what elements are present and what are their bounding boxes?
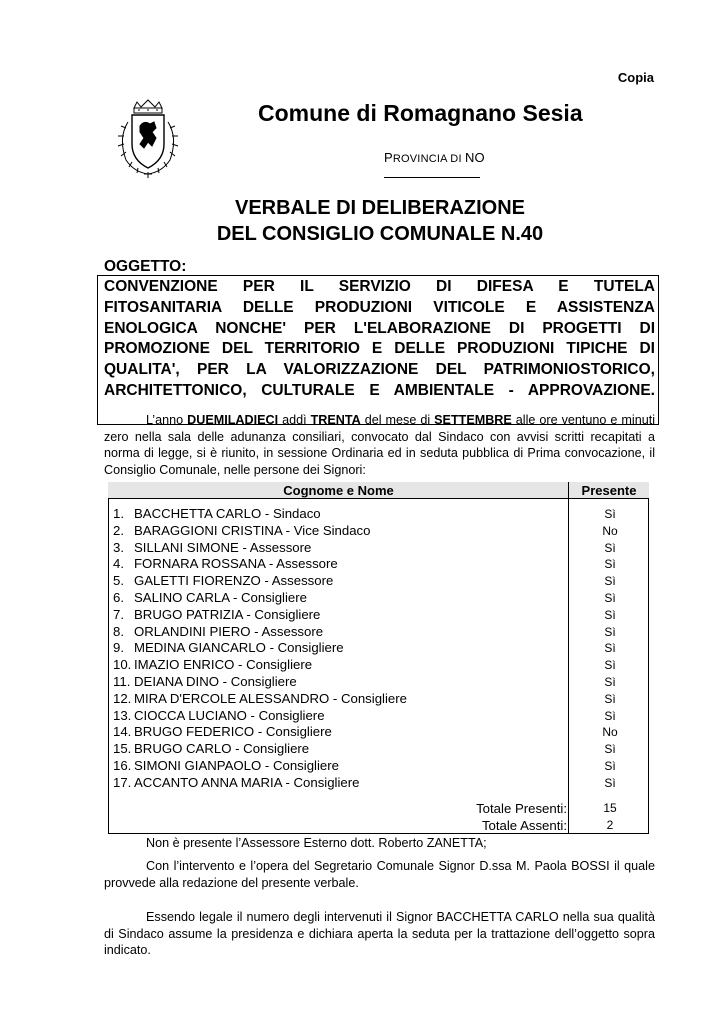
member-name: BARAGGIONI CRISTINA - Vice Sindaco <box>134 522 371 538</box>
column-header-present: Presente <box>581 483 637 498</box>
member-number: 6. <box>113 589 124 605</box>
member-number: 4. <box>113 556 124 572</box>
member-presence: Sì <box>604 607 616 622</box>
subject-text <box>104 277 655 402</box>
member-presence: Sì <box>604 758 616 773</box>
municipal-crest-icon <box>104 98 192 180</box>
table-row <box>113 540 407 557</box>
table-row <box>113 506 407 523</box>
member-name: CIOCCA LUCIANO - Consigliere <box>134 707 325 723</box>
province-underline <box>384 177 480 178</box>
member-name: DEIANA DINO - Consigliere <box>134 673 297 689</box>
member-number: 7. <box>113 606 124 622</box>
member-name: BRUGO PATRIZIA - Consigliere <box>134 606 321 622</box>
column-header-name: Cognome e Nome <box>283 483 394 498</box>
table-row <box>113 590 407 607</box>
total-absent-value: 2 <box>606 818 614 832</box>
member-name: BACCHETTA CARLO - Sindaco <box>134 506 321 521</box>
subject-line: ENOLOGICA NONCHE' PER L'ELABORAZIONE DI PROGETTI DI <box>104 319 655 337</box>
table-row <box>113 657 407 674</box>
table-row <box>113 691 407 708</box>
member-name: SALINO CARLA - Consigliere <box>134 589 307 605</box>
subject-label: OGGETTO: <box>104 258 187 275</box>
quorum-paragraph <box>104 909 655 959</box>
member-number: 9. <box>113 640 124 656</box>
absent-text: Non è presente l’Assessore Esterno dott. Roberto ZANETTA; <box>146 836 487 850</box>
table-row <box>113 624 407 641</box>
member-presence: Sì <box>604 658 616 673</box>
quorum-text: Essendo legale il numero degli intervenuti il Signor BACCHETTA CARLO nella sua qualità di Sindaco assume la presidenza e dichiara aperta la seduta per la trattazione dell’oggetto sopra indicato. <box>104 910 655 957</box>
intro-text: alle ore ventuno e minuti zero nella sala delle adunanza consiliari, convocato dal Sindaco con avvisi scritti recapitati a norma di legge, si è riunito, in sessione Ordinaria ed in seduta pubblica di Prima convocazione, il Consiglio Comunale, nelle persone dei Signori: <box>104 413 656 477</box>
member-presence: Sì <box>604 775 616 790</box>
province-line <box>384 150 485 165</box>
document-title-line2: DEL CONSIGLIO COMUNALE N.40 <box>216 223 544 245</box>
member-name: MIRA D'ERCOLE ALESSANDRO - Consigliere <box>134 690 407 706</box>
intro-text: L’anno <box>146 413 188 427</box>
member-name: SIMONI GIANPAOLO - Consigliere <box>134 757 339 773</box>
member-name: GALETTI FIORENZO - Assessore <box>134 573 334 589</box>
secretary-paragraph <box>104 858 655 891</box>
member-number: 3. <box>113 539 124 555</box>
subject-line: ARCHITETTONICO, CULTURALE E AMBIENTALE - APPROVAZIONE. <box>104 381 655 399</box>
member-number: 5. <box>113 573 124 589</box>
province-code: NO <box>464 150 485 165</box>
member-presence: Sì <box>604 708 616 723</box>
member-presence: Sì <box>604 624 616 639</box>
intro-text: del mese di <box>360 413 435 427</box>
province-prefix: P <box>384 150 393 165</box>
table-row <box>113 741 407 758</box>
member-name: ORLANDINI PIERO - Assessore <box>134 623 324 639</box>
table-row <box>113 640 407 657</box>
member-number: 12. <box>113 690 132 706</box>
table-row <box>113 573 407 590</box>
member-name: ACCANTO ANNA MARIA - Consigliere <box>134 774 360 790</box>
subject-line: QUALITA', PER LA VALORIZZAZIONE DEL PATRIMONIOSTORICO, <box>104 361 655 379</box>
member-presence: Sì <box>604 540 616 555</box>
member-name: SILLANI SIMONE - Assessore <box>134 539 312 555</box>
member-number: 13. <box>113 707 132 723</box>
table-row <box>113 708 407 725</box>
member-number: 14. <box>113 724 132 740</box>
intro-year: DUEMILADIECI <box>187 413 279 427</box>
member-presence: Sì <box>604 574 616 589</box>
table-row <box>113 556 407 573</box>
municipality-title: Comune di Romagnano Sesia <box>258 100 583 126</box>
member-number: 10. <box>113 657 132 673</box>
member-number: 8. <box>113 623 124 639</box>
absent-paragraph <box>104 835 655 852</box>
member-number: 11. <box>113 673 131 689</box>
subject-line: FITOSANITARIA DELLE PRODUZIONI VITICOLE E ASSISTENZA <box>104 298 655 316</box>
member-presence: No <box>602 523 618 538</box>
member-presence: Sì <box>604 674 616 689</box>
member-presence: Sì <box>604 590 616 605</box>
copy-label: Copia <box>617 70 654 85</box>
member-presence: Sì <box>604 507 616 521</box>
member-presence: Sì <box>604 641 616 656</box>
total-absent-label: Totale Assenti: <box>481 818 567 833</box>
member-presence: Sì <box>604 742 616 757</box>
table-row <box>113 758 407 775</box>
table-row <box>113 775 407 792</box>
member-number: 16. <box>113 757 132 773</box>
member-name: IMAZIO ENRICO - Consigliere <box>134 657 313 673</box>
total-present-label: Totale Presenti: <box>476 801 567 816</box>
table-row <box>113 523 407 540</box>
member-name: BRUGO FEDERICO - Consigliere <box>134 724 332 740</box>
member-list <box>113 506 407 792</box>
table-row <box>113 607 407 624</box>
intro-month: SETTEMBRE <box>434 413 512 427</box>
document-title-line1: VERBALE DI DELIBERAZIONE <box>234 197 526 219</box>
table-row <box>113 724 407 741</box>
member-presence: Sì <box>604 691 616 706</box>
presence-list <box>571 506 649 792</box>
member-number: 17. <box>113 774 132 790</box>
intro-day: TRENTA <box>310 413 361 427</box>
secretary-text: Con l’intervento e l’opera del Segretario Comunale Signor D.ssa M. Paola BOSSI il quale provvede alla redazione del presente verbale. <box>104 859 655 890</box>
member-name: BRUGO CARLO - Consigliere <box>134 741 310 757</box>
member-number: 2. <box>113 522 124 538</box>
member-number: 15. <box>113 741 132 757</box>
intro-paragraph <box>104 412 655 478</box>
total-present-value: 15 <box>603 801 617 815</box>
intro-text: addì <box>278 413 311 427</box>
member-name: FORNARA ROSSANA - Assessore <box>134 556 338 572</box>
member-presence: No <box>602 725 618 740</box>
subject-line: PROMOZIONE DEL TERRITORIO E DELLE PRODUZIONI TIPICHE DI <box>104 340 655 358</box>
column-divider <box>568 482 569 834</box>
province-label: ROVINCIA DI <box>392 153 462 165</box>
member-presence: Sì <box>604 557 616 572</box>
subject-line: CONVENZIONE PER IL SERVIZIO DI DIFESA E TUTELA <box>104 278 655 295</box>
member-name: MEDINA GIANCARLO - Consigliere <box>134 640 344 656</box>
table-row <box>113 674 407 691</box>
member-number: 1. <box>113 506 124 521</box>
